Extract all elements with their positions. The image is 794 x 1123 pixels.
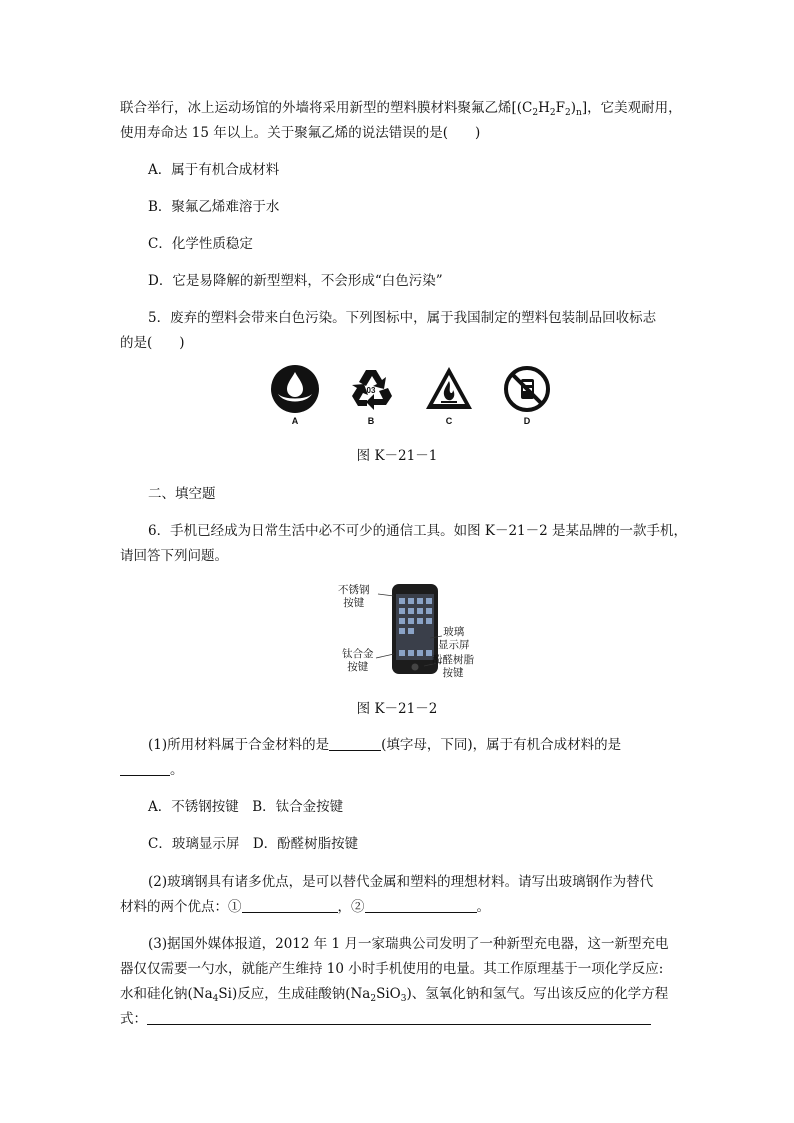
q5-icon-label-a: A	[291, 416, 299, 426]
q6-sub3-line2: 器仅仅需要一勺水，就能产生维持 10 小时手机使用的电量。其工作原理基于一项化学反应:	[120, 961, 664, 977]
q6-sub3-line1: (3)据国外媒体报道，2012 年 1 月一家瑞典公司发明了一种新型充电器，这一新型充电	[148, 936, 669, 952]
q4-line2: 使用寿命达 15 年以上。关于聚氟乙烯的说法错误的是( )	[120, 125, 481, 141]
q6-line1: 6．手机已经成为日常生活中必不可少的通信工具。如图 K－21－2 是某品牌的一款手机，	[148, 523, 688, 539]
q6-sub1-options-1: A．不锈钢按键 B．钛合金按键	[148, 799, 344, 815]
answer-blank-advantage-1[interactable]	[242, 898, 338, 913]
q5-icon-row	[268, 364, 568, 434]
recycle-code-text: 03	[366, 386, 376, 395]
q4-option-b: B．聚氟乙烯难溶于水	[148, 199, 280, 215]
q5-icon-b	[344, 364, 398, 434]
answer-blank-advantage-2[interactable]	[365, 898, 477, 913]
water-drop-icon	[270, 364, 320, 414]
phone-figure	[338, 580, 488, 680]
q5-icon-label-c: C	[445, 416, 453, 426]
q4-line1-text: 联合举行，冰上运动场馆的外墙将采用新型的塑料膜材料聚氟乙烯[(C	[120, 100, 533, 116]
answer-blank-equation[interactable]	[147, 1010, 651, 1025]
answer-blank-organic[interactable]	[120, 761, 170, 776]
q6-sub1-options-2: C．玻璃显示屏 D．酚醛树脂按键	[148, 836, 359, 852]
flammable-warning-icon	[424, 364, 474, 414]
q6-sub3-line4: 式：	[120, 1009, 651, 1029]
q4-option-a: A．属于有机合成材料	[148, 162, 280, 178]
q6-sub1-line1: (1)所用材料属于合金材料的是 (填字母，下同)，属于有机合成材料的是	[148, 737, 622, 753]
answer-blank-alloy[interactable]	[329, 736, 381, 751]
q6-sub2-line1: (2)玻璃钢具有诸多优点，是可以替代金属和塑料的理想材料。请写出玻璃钢作为替代	[148, 874, 654, 890]
q4-option-c: C．化学性质稳定	[148, 236, 253, 252]
q5-line1: 5．废弃的塑料会带来白色污染。下列图标中，属于我国制定的塑料包装制品回收标志	[148, 310, 657, 326]
q6-sub3-line3: 水和硅化钠$(Na_4Si)$反应，生成硅酸钠$(Na_2SiO_3)$、氢氧化钠和氢气。写出该反应的化学方程	[120, 986, 669, 1004]
q6-sub2-line2: 材料的两个优点：① ，② 。	[120, 899, 490, 915]
q4-line1: 联合举行，冰上运动场馆的外墙将采用新型的塑料膜材料聚氟乙烯$[(C_2H_2F_2)_n]$，它美观耐用，	[120, 100, 682, 118]
q6-line2: 请回答下列问题。	[120, 548, 228, 564]
figure-caption-2: 图 K－21－2	[356, 701, 438, 717]
callout-resin-button: 酚醛树脂 按键	[432, 654, 474, 679]
q5-icon-d	[500, 364, 554, 434]
q5-icon-label-b: B	[367, 416, 375, 426]
callout-glass-screen: 玻璃 显示屏	[438, 626, 470, 651]
q5-icon-a	[268, 364, 322, 434]
q5-line2: 的是( )	[120, 335, 185, 351]
callout-titanium-button: 钛合金 按键	[342, 648, 374, 673]
q6-sub1-line2: 。	[120, 760, 184, 780]
q5-icon-label-d: D	[523, 416, 531, 426]
q4-option-d: D．它是易降解的新型塑料，不会形成“白色污染”	[148, 273, 443, 289]
no-smoking-icon	[502, 364, 552, 414]
q5-icon-c	[422, 364, 476, 434]
section-title: 二、填空题	[148, 486, 216, 502]
callout-steel-button: 不锈钢 按键	[338, 584, 370, 609]
recycle-icon	[346, 364, 396, 414]
figure-caption-1: 图 K－21－1	[356, 448, 438, 464]
